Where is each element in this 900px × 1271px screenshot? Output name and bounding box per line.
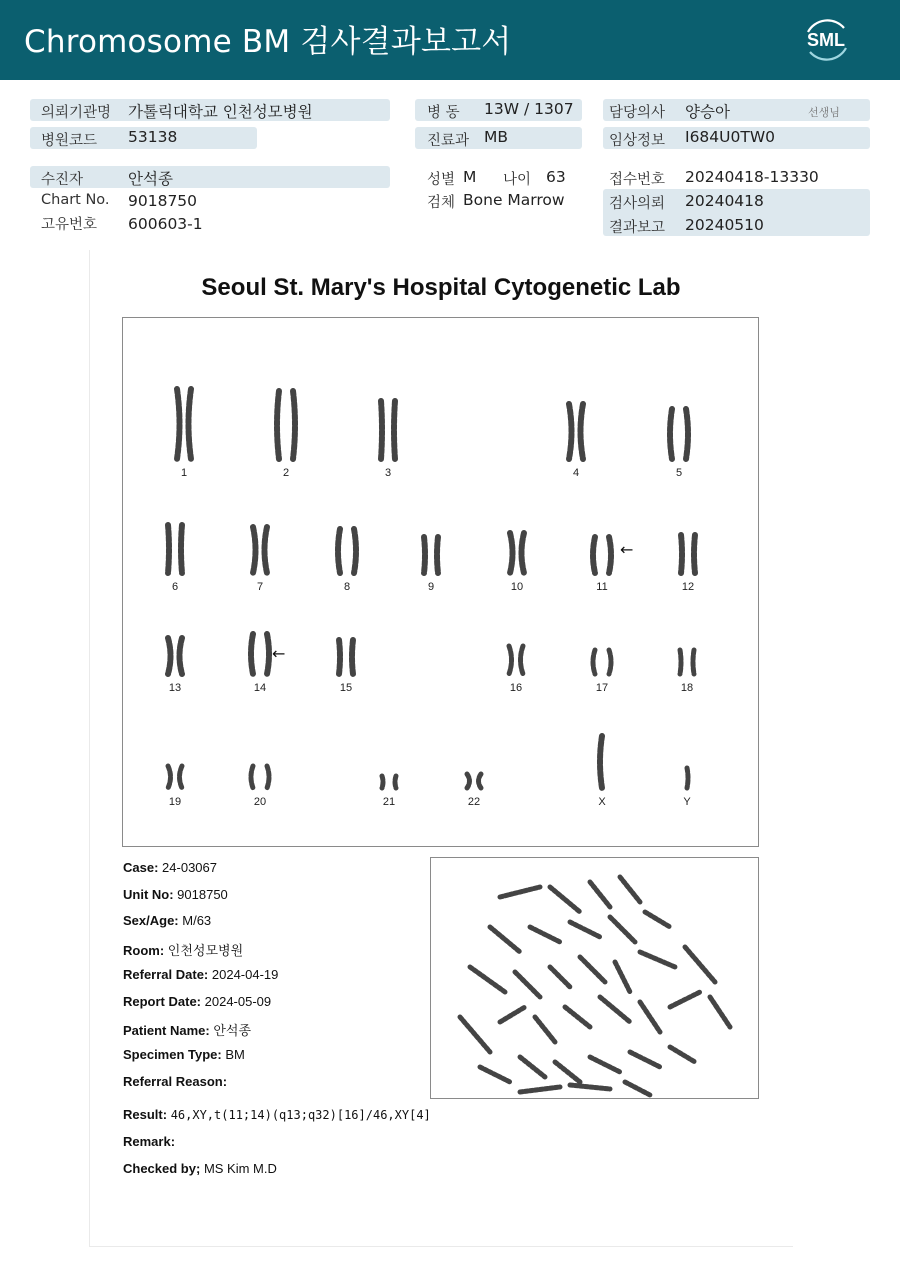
case-value: 24-03067 <box>162 860 217 875</box>
chromosome-1-b <box>189 389 192 459</box>
checked-line <box>123 1161 277 1176</box>
chromosome-X <box>600 736 602 788</box>
metaphase-chromosome <box>640 1002 660 1032</box>
patient-value: 안석종 <box>128 170 173 188</box>
chromosome-label-22: 22 <box>467 796 481 808</box>
patient-name-line <box>123 1020 251 1039</box>
chromosome-label-19: 19 <box>168 796 182 808</box>
metaphase-chromosome <box>645 912 670 927</box>
specimen-value: Bone Marrow <box>463 191 565 209</box>
patient-label: 수진자 <box>41 172 84 188</box>
metaphase-chromosome <box>685 947 715 982</box>
chromosome-16-a <box>509 646 512 674</box>
chromosome-label-3: 3 <box>384 467 392 479</box>
department-value: MB <box>484 128 509 146</box>
logo-text: SML <box>807 30 845 50</box>
chromosome-16-b <box>521 646 524 674</box>
clinical-label: 임상정보 <box>609 133 666 149</box>
metaphase-chromosome <box>555 1062 580 1082</box>
room-value: 인천성모병원 <box>167 943 244 958</box>
chromosome-5-b <box>686 409 688 459</box>
metaphase-chromosome <box>625 1082 650 1095</box>
chromosome-9-a <box>424 537 425 573</box>
metaphase-chromosome <box>500 887 540 897</box>
report-date-label: Report Date: <box>123 994 202 1009</box>
chromosome-label-2: 2 <box>282 467 290 479</box>
patient-row <box>30 166 390 188</box>
chromosome-2-a <box>277 391 279 459</box>
chromosome-label-5: 5 <box>675 467 683 479</box>
chromosome-12-a <box>681 535 682 573</box>
chart-no-value: 9018750 <box>128 192 198 210</box>
metaphase-chromosome <box>615 962 630 992</box>
specimen-label: 검체 <box>427 195 456 211</box>
chromosome-15-b <box>352 640 353 674</box>
chromosome-1-a <box>177 389 180 459</box>
accession-label: 접수번호 <box>609 172 666 188</box>
chromosome-label-13: 13 <box>168 682 182 694</box>
metaphase-chromosome <box>520 1087 560 1092</box>
chromosome-3-a <box>381 401 382 459</box>
chromosome-label-4: 4 <box>572 467 580 479</box>
metaphase-chromosome <box>620 877 640 902</box>
checked-label: Checked by; <box>123 1161 201 1176</box>
request-value: 20240418 <box>685 192 764 210</box>
chromosome-label-11: 11 <box>596 581 608 593</box>
sex-label: 성별 <box>427 172 456 188</box>
chromosome-21-a <box>382 776 383 788</box>
chromosome-11-b <box>609 537 611 573</box>
unique-no-label: 고유번호 <box>41 217 98 233</box>
chromosome-19-b <box>180 766 183 788</box>
metaphase-chromosome <box>490 927 520 952</box>
page-title: Chromosome BM 검사결과보고서 <box>24 24 512 60</box>
referral-reason-label: Referral Reason: <box>123 1074 228 1089</box>
chromosome-18-a <box>680 650 681 674</box>
metaphase-chromosome <box>530 927 560 942</box>
chromosome-2-b <box>293 391 295 459</box>
chromosome-13-a <box>168 638 171 674</box>
chromosome-label-18: 18 <box>680 682 694 694</box>
chromosome-label-8: 8 <box>343 581 351 593</box>
metaphase-chromosome <box>515 972 540 997</box>
result-line <box>123 1107 431 1122</box>
chromosome-9-b <box>437 537 438 573</box>
specimen-type-value: BM <box>225 1047 245 1062</box>
chromosome-8-a <box>338 529 340 573</box>
unit-line <box>123 887 228 902</box>
checked-value: MS Kim M.D <box>203 1161 277 1176</box>
chromosome-label-15: 15 <box>339 682 353 694</box>
chromosome-17-a <box>593 650 595 674</box>
referral-date-line <box>123 967 278 982</box>
chromosome-6-a <box>168 525 169 573</box>
chromosome-21-b <box>395 776 396 788</box>
chromosome-14-a <box>251 634 253 674</box>
room-label: Room: <box>123 943 165 958</box>
metaphase-chromosome <box>590 1057 620 1072</box>
hospital-code-label: 병원코드 <box>41 133 98 149</box>
lab-title: Seoul St. Mary's Hospital Cytogenetic Lab <box>201 274 681 301</box>
chromosome-label-12: 12 <box>681 581 695 593</box>
specimen-type-line <box>123 1047 245 1062</box>
institution-value: 가톨릭대학교 인천성모병원 <box>128 103 313 121</box>
chromosome-label-14: 14 <box>253 682 267 694</box>
chromosome-Y <box>687 768 688 788</box>
chart-no-label: Chart No. <box>41 192 110 208</box>
report-label: 결과보고 <box>609 220 666 236</box>
chromosome-15-a <box>339 640 340 674</box>
chromosome-7-a <box>253 527 256 573</box>
chromosome-20-b <box>267 766 269 788</box>
chromosome-22-a <box>467 774 470 788</box>
metaphase-chromosome <box>480 1067 510 1082</box>
metaphase-chromosome <box>535 1017 555 1042</box>
doctor-suffix: 선생님 <box>808 106 840 119</box>
chromosome-11-a <box>593 537 595 573</box>
chromosome-10-a <box>510 533 513 573</box>
chromosome-18-b <box>693 650 694 674</box>
unique-no-value: 600603-1 <box>128 215 203 233</box>
accession-value: 20240418-13330 <box>685 168 819 186</box>
chromosome-label-10: 10 <box>510 581 524 593</box>
chromosome-14-b <box>267 634 269 674</box>
remark-label: Remark: <box>123 1134 176 1149</box>
chromosome-label-1: 1 <box>180 467 188 479</box>
case-line <box>123 860 217 875</box>
patient-name-value: 안석종 <box>213 1023 252 1038</box>
request-label: 검사의뢰 <box>609 196 666 212</box>
metaphase-chromosome <box>570 1085 610 1089</box>
doctor-label: 담당의사 <box>609 105 666 121</box>
case-label: Case: <box>123 860 159 875</box>
metaphase-chromosome <box>630 1052 660 1067</box>
hospital-code-value: 53138 <box>128 128 178 146</box>
metaphase-chromosome <box>670 1047 695 1062</box>
unit-value: 9018750 <box>177 887 228 902</box>
referral-date-label: Referral Date: <box>123 967 209 982</box>
metaphase-chromosome <box>580 957 605 982</box>
chromosome-label-X: X <box>598 796 606 808</box>
abnormality-arrow-11: ← <box>620 540 634 559</box>
chromosome-3-b <box>394 401 395 459</box>
metaphase-chromosome <box>550 887 580 912</box>
result-label: Result: <box>123 1107 168 1122</box>
remark-line <box>123 1134 175 1149</box>
chromosome-22-b <box>479 774 482 788</box>
chromosome-label-17: 17 <box>595 682 609 694</box>
age-value: 63 <box>546 168 566 186</box>
metaphase-chromosome <box>460 1017 490 1052</box>
chromosome-4-b <box>581 404 584 459</box>
sexage-value: M/63 <box>182 913 212 928</box>
age-label: 나이 <box>503 172 532 188</box>
ward-label: 병 동 <box>427 105 460 121</box>
chromosome-12-b <box>694 535 695 573</box>
chromosome-19-a <box>168 766 171 788</box>
referral-date-value: 2024-04-19 <box>211 967 279 982</box>
sex-value: M <box>463 168 477 186</box>
sml-logo <box>800 14 852 66</box>
metaphase-chromosome <box>500 1007 525 1022</box>
patient-name-label: Patient Name: <box>123 1023 210 1038</box>
metaphase-chromosomes <box>430 857 759 1099</box>
sexage-label: Sex/Age: <box>123 913 179 928</box>
chromosome-label-7: 7 <box>256 581 264 593</box>
referral-reason-line <box>123 1074 227 1089</box>
institution-label: 의뢰기관명 <box>41 105 112 121</box>
report-date-value: 2024-05-09 <box>204 994 272 1009</box>
metaphase-chromosome <box>520 1057 545 1077</box>
metaphase-chromosome <box>565 1007 590 1027</box>
chromosome-8-b <box>354 529 356 573</box>
chromosome-20-a <box>251 766 253 788</box>
doctor-value: 양승아 <box>685 103 730 121</box>
chromosome-label-20: 20 <box>253 796 267 808</box>
report-value: 20240510 <box>685 216 764 234</box>
room-line <box>123 940 243 959</box>
metaphase-chromosome <box>590 882 610 907</box>
chromosome-label-9: 9 <box>427 581 435 593</box>
chromosome-label-21: 21 <box>382 796 396 808</box>
metaphase-chromosome <box>600 997 630 1022</box>
clinical-value: I684U0TW0 <box>685 128 776 146</box>
metaphase-chromosome <box>470 967 505 992</box>
metaphase-chromosome <box>570 922 600 937</box>
chromosome-label-Y: Y <box>683 796 691 808</box>
abnormality-arrow-14: ← <box>272 644 286 663</box>
department-label: 진료과 <box>427 133 470 149</box>
chromosome-17-b <box>609 650 611 674</box>
chromosome-10-b <box>522 533 525 573</box>
metaphase-chromosome <box>610 917 635 942</box>
chromosome-label-16: 16 <box>509 682 523 694</box>
metaphase-chromosome <box>550 967 570 987</box>
ward-value: 13W / 1307 <box>484 100 574 118</box>
sexage-line <box>123 913 211 928</box>
report-date-line <box>123 994 271 1009</box>
specimen-type-label: Specimen Type: <box>123 1047 222 1062</box>
chromosome-7-b <box>265 527 268 573</box>
chromosome-label-6: 6 <box>171 581 179 593</box>
chromosome-4-a <box>569 404 572 459</box>
metaphase-chromosome <box>670 992 700 1007</box>
metaphase-chromosome <box>710 997 730 1027</box>
chromosome-6-b <box>181 525 182 573</box>
result-value: 46,XY,t(11;14)(q13;q32)[16]/46,XY[4] <box>170 1108 431 1122</box>
unit-label: Unit No: <box>123 887 174 902</box>
metaphase-chromosome <box>640 952 675 967</box>
chromosome-5-a <box>670 409 672 459</box>
chromosome-13-b <box>180 638 183 674</box>
